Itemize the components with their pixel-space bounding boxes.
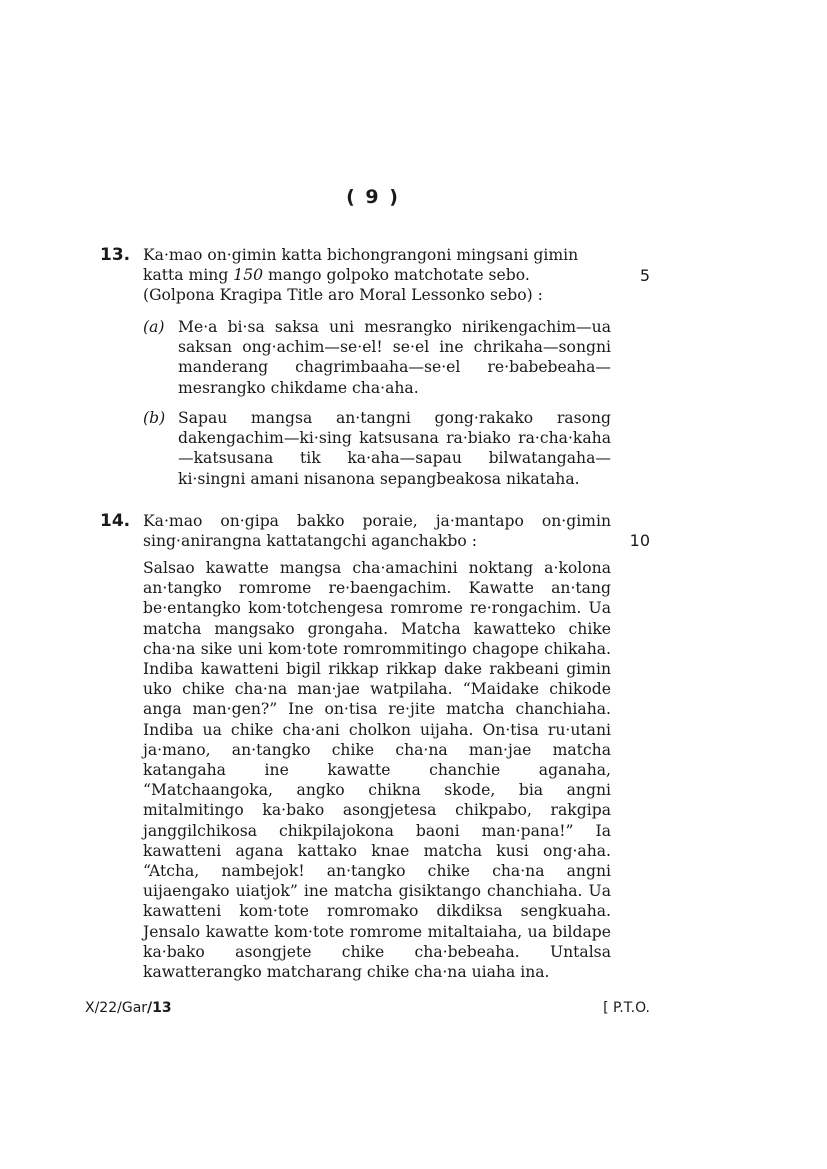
page-number: ( 9 ) bbox=[346, 186, 400, 208]
question-13-stem bbox=[143, 245, 611, 306]
question-13-instruction: (Golpona Kragipa Title aro Moral Lessonko sebo) : bbox=[143, 286, 543, 305]
question-13-marks: 5 bbox=[639, 266, 650, 285]
paper-code-suffix: /13 bbox=[147, 1000, 172, 1016]
question-13-word-count: 150 bbox=[233, 266, 264, 285]
question-14-marks: 10 bbox=[629, 531, 650, 550]
question-13-number: 13. bbox=[100, 245, 131, 265]
question-13-stem-text: Ka·mao on·gimin katta bichongrangoni mingsani gimin katta ming bbox=[143, 246, 579, 285]
question-13-option-b-text: Sapau mangsa an·tangni gong·rakako rasong dakengachim—ki·sing katsusana ra·biako ra·cha·kaha—katsusana tik ka·aha—sapau bilwatangaha—ki·singni amani nisanona sepangbeakosa nikataha. bbox=[178, 409, 611, 488]
paper-code bbox=[85, 1000, 172, 1016]
question-13-option-a-label: (a) bbox=[143, 318, 165, 336]
question-13-option-b-label: (b) bbox=[143, 409, 166, 427]
question-13-option-a-text: Me·a bi·sa saksa uni mesrangko nirikengachim—ua saksan ong·achim—se·el! se·el ine chrikaha—songni manderang chagrimbaaha—se·el re·babebeaha—mesrangko chikdame cha·aha. bbox=[178, 318, 611, 397]
question-14-stem: Ka·mao on·gipa bakko poraie, ja·mantapo on·gimin sing·anirangna kattatangchi aganchakbo : bbox=[143, 512, 611, 551]
paper-code-prefix: X/22/Gar bbox=[85, 1000, 148, 1016]
please-turn-over: [ P.T.O. bbox=[603, 1000, 650, 1016]
question-14-passage: Salsao kawatte mangsa cha·amachini noktang a·kolona an·tangko romrome re·baengachim. Kawatte an·tang be·entangko kom·totchengesa romrome re·rongachim. Ua matcha mangsako grongaha. Matcha kawatteko chike cha·na sike uni kom·tote romrommitingo chagope chikaha. Indiba kawatteni bigil rikkap rikkap dake rakbeani gimin uko chike cha·na man·jae watpilaha. “Maidake chikode anga man·gen?” Ine on·tisa re·jite matcha chanchiaha. Indiba ua chike cha·ani cholkon uijaha. On·tisa ru·utani ja·mano, an·tangko chike cha·na man·jae matcha katangaha ine kawatte chanchie aganaha, “Matchaangoka, angko chikna skode, bia angni mitalmitingo ka·bako asongjetesa chikpabo, rakgipa janggilchikosa chikpilajokona baoni man·pana!” Ia kawatteni agana kattako knae matcha kusi ong·aha. “Atcha, nambejok! an·tangko chike cha·na angni uijaengako uiatjok” ine matcha gisiktango chanchiaha. Ua kawatteni kom·tote romromako dikdiksa sengkuaha. Jensalo kawatte kom·tote romrome mitaltaiaha, ua bildape ka·bako asongjete chike cha·bebeaha. Untalsa kawatterangko matcharang chike cha·na uiaha ina. bbox=[143, 559, 611, 982]
question-14-number: 14. bbox=[100, 511, 131, 531]
question-13-stem-text-end: mango golpoko matchotate sebo. bbox=[263, 266, 530, 285]
